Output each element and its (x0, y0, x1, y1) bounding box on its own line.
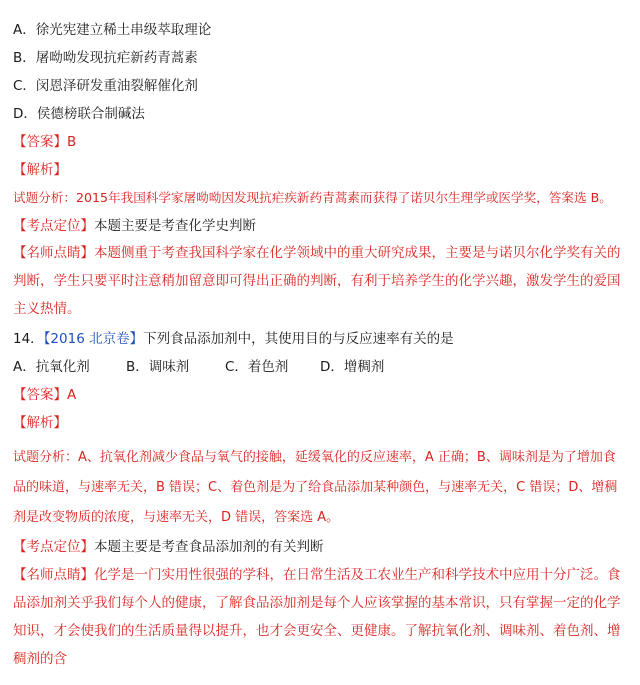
q14-kaodian (13, 537, 324, 557)
q14-stem: 下列食品添加剂中，其使用目的与反应速率有关的是 (143, 331, 454, 347)
q14-dianjing-text: 化学是一门实用性很强的学科，在日常生活及工农业生产和科学技术中应用十分广泛。食品添加剂关乎我们每个人的健康，了解食品添加剂是每个人应该掌握的基本常识，只有掌握一定的化学知识，才会使我们的生活质量得以提升，也才会更安全、更健康。了解抗氧化剂、调味剂、着色剂、增稠剂的含 (13, 567, 621, 667)
kaodian-label: 【考点定位】 (13, 218, 94, 234)
q14-stem-line (13, 329, 454, 349)
kaodian-text: 本题主要是考查化学史判断 (94, 218, 256, 234)
q14-source: 【2016 北京卷】 (43, 331, 144, 347)
q13-kaodian (13, 216, 256, 236)
dianjing-label: 【名师点睛】 (13, 245, 94, 261)
q14-option-b: B．调味剂 (126, 359, 190, 375)
q14-analysis-label: 【解析】 (13, 415, 67, 431)
q14-option-a: A．抗氧化剂 (13, 359, 90, 375)
q13-option-d: D．侯德榜联合制碱法 (13, 106, 145, 122)
q14-number: 14． (13, 331, 44, 347)
q13-analysis: 试题分析：2015年我国科学家屠呦呦因发现抗疟疾新药青蒿素而获得了诺贝尔生理学或医学奖，答案选 B。 (13, 190, 612, 205)
q14-option-c: C．着色剂 (225, 359, 289, 375)
q14-answer: 【答案】A (13, 387, 77, 403)
q14-dianjing (13, 561, 627, 673)
q14-kaodian-text: 本题主要是考查食品添加剂的有关判断 (94, 539, 324, 555)
q14-kaodian-label: 【考点定位】 (13, 539, 94, 555)
q14-options (13, 357, 384, 377)
q13-answer: 【答案】B (13, 134, 77, 150)
q13-analysis-label: 【解析】 (13, 162, 67, 178)
q14-dianjing-label: 【名师点睛】 (13, 567, 94, 583)
q13-option-a: A．徐光宪建立稀土串级萃取理论 (13, 22, 212, 38)
q14-option-d: D．增稠剂 (320, 359, 385, 375)
q14-analysis: 试题分析：A、抗氧化剂减少食品与氧气的接触，延缓氧化的反应速率，A 正确；B、调味剂是为了增加食品的味道，与速率无关，B 错误；C、着色剂是为了给食品添加某种颜色，与速率无关，C 错误；D、增稠剂是改变物质的浓度，与速率无关，D 错误，答案选 A。 (13, 450, 618, 525)
dianjing-text: 本题侧重于考查我国科学家在化学领域中的重大研究成果，主要是与诺贝尔化学奖有关的判断，学生只要平时注意稍加留意即可得出正确的判断，有利于培养学生的化学兴趣，激发学生的爱国主义热情。 (13, 245, 621, 317)
q13-option-c: C．闵恩泽研发重油裂解催化剂 (13, 78, 198, 94)
q13-option-b: B．屠呦呦发现抗疟新药青蒿素 (13, 50, 198, 66)
q13-dianjing (13, 239, 627, 323)
